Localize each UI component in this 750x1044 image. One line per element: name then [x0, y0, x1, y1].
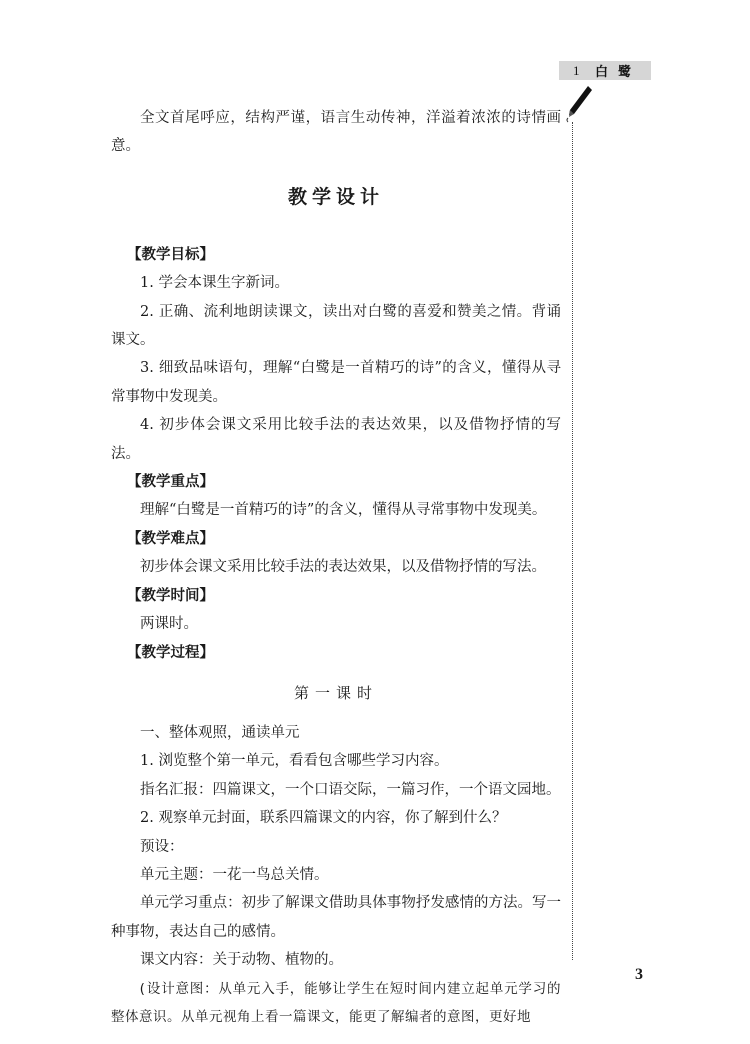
time-heading: 【教学时间】 [127, 587, 214, 604]
lesson-one-title: 第一课时 [293, 683, 378, 702]
objectives-heading: 【教学目标】 [127, 246, 214, 263]
difficulties-heading: 【教学难点】 [127, 530, 214, 547]
lesson-line: 课文内容：关于动物、植物的。 [140, 952, 343, 969]
objective-item: 1. 学会本课生字新词。 [140, 275, 289, 292]
objective-item: 2. 正确、流利地朗读课文，读出对白鹭的喜爱和赞美之情。背诵课文。 [111, 303, 561, 349]
lesson-number: 1 [573, 62, 580, 78]
objective-item: 4. 初步体会课文采用比较手法的表达效果，以及借物抒情的写法。 [111, 417, 561, 462]
design-note: (设计意图：从单元入手，能够让学生在短时间内建立起单元学习的整体意识。从单元视角上看一篇课文，能更了解编者的意图，更好地 [111, 980, 561, 1025]
intro-line: 全文首尾呼应，结构严谨，语言生动传神，洋溢着浓浓的诗情画意。 [111, 110, 561, 155]
key-points-heading: 【教学重点】 [127, 474, 214, 491]
page-content [111, 104, 561, 1031]
lesson-line: 预设： [140, 838, 184, 855]
key-points-text: 理解“白鹭是一首精巧的诗”的含义，懂得从寻常事物中发现美。 [140, 502, 547, 519]
time-text: 两课时。 [140, 616, 198, 633]
lesson-line: 1. 浏览整个第一单元，看看包含哪些学习内容。 [140, 753, 449, 770]
margin-dotted-rule [572, 122, 573, 960]
process-heading: 【教学过程】 [127, 644, 214, 661]
objective-item: 3. 细致品味语句，理解“白鹭是一首精巧的诗”的含义，懂得从寻常事物中发现美。 [111, 360, 561, 405]
lesson-line: 指名汇报：四篇课文，一个口语交际，一篇习作，一个语文园地。 [140, 781, 561, 798]
section-title: 教学设计 [287, 185, 384, 208]
lesson-line: 单元学习重点：初步了解课文借助具体事物抒发感情的方法。写一种事物，表达自己的感情。 [111, 895, 561, 940]
lesson-title: 白鹭 [595, 65, 642, 80]
lesson-line: 2. 观察单元封面，联系四篇课文的内容，你了解到什么？ [140, 810, 507, 827]
lesson-line: 一、整体观照，通读单元 [140, 724, 300, 741]
lesson-line: 单元主题：一花一鸟总关情。 [140, 866, 329, 883]
pen-icon [564, 84, 594, 124]
lesson-header-tab [559, 61, 651, 80]
difficulties-text: 初步体会课文采用比较手法的表达效果，以及借物抒情的写法。 [140, 559, 546, 576]
page-number: 3 [635, 966, 643, 983]
